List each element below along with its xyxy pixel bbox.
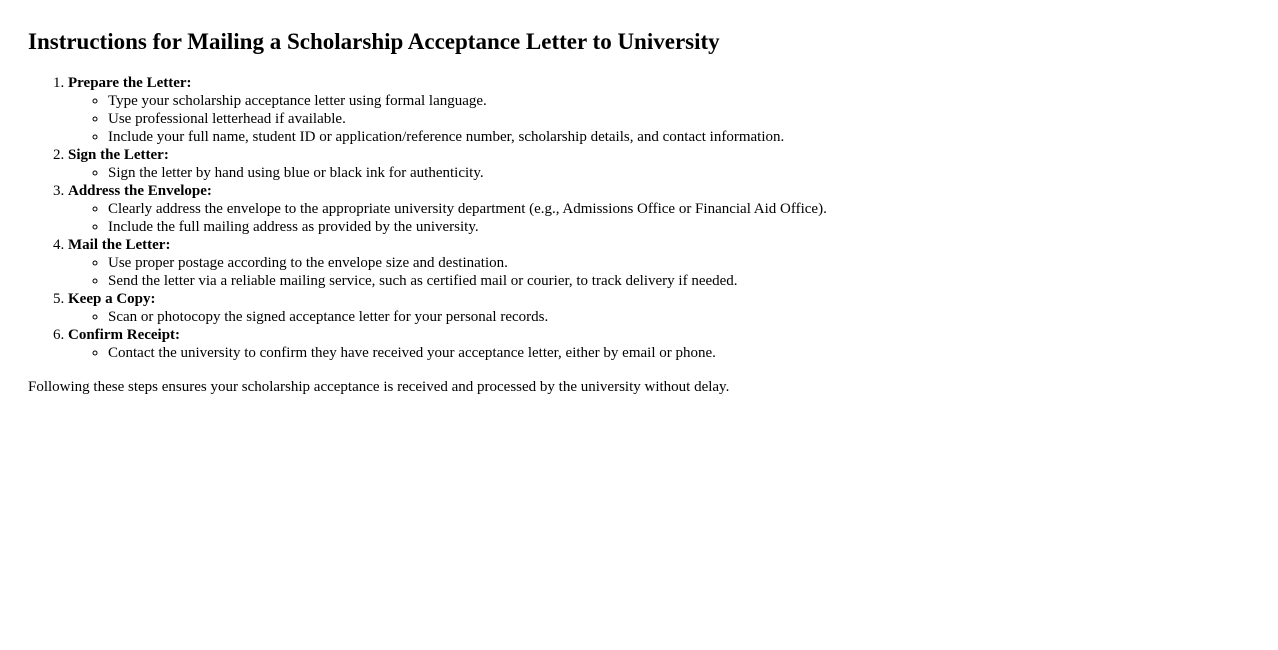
list-item: ◦ Scan or photocopy the signed acceptance letter for your personal records. bbox=[108, 308, 1250, 326]
list-item: ◦ Include the full mailing address as provided by the university. bbox=[108, 218, 1250, 236]
list-item: ◦ Clearly address the envelope to the appropriate university department (e.g., Admissions Office or Financial Aid Office). bbox=[108, 200, 1250, 218]
step-heading: Address the Envelope: bbox=[68, 183, 212, 199]
steps-list bbox=[28, 74, 1250, 362]
list-item: ◦ Include your full name, student ID or application/reference number, scholarship details, and contact information. bbox=[108, 128, 1250, 146]
substeps-list bbox=[68, 344, 1250, 362]
step-heading: Confirm Receipt: bbox=[68, 327, 181, 343]
list-item: ◦ Type your scholarship acceptance letter using formal language. bbox=[108, 92, 1250, 110]
list-item: ◦ Use proper postage according to the envelope size and destination. bbox=[108, 254, 1250, 272]
substeps-list bbox=[68, 200, 1250, 236]
substeps-list bbox=[68, 308, 1250, 326]
step-heading: Mail the Letter: bbox=[68, 237, 171, 253]
page-title: Instructions for Mailing a Scholarship Acceptance Letter to University bbox=[28, 29, 720, 54]
step-item-mail bbox=[68, 236, 1250, 290]
step-item-sign bbox=[68, 146, 1250, 182]
step-heading: Prepare the Letter: bbox=[68, 75, 192, 91]
list-item: ◦ Sign the letter by hand using blue or black ink for authenticity. bbox=[108, 164, 1250, 182]
step-heading: Sign the Letter: bbox=[68, 147, 169, 163]
step-item-keep-copy bbox=[68, 290, 1250, 326]
list-item: ◦ Send the letter via a reliable mailing service, such as certified mail or courier, to track delivery if needed. bbox=[108, 272, 1250, 290]
substeps-list bbox=[68, 164, 1250, 182]
substeps-list bbox=[68, 254, 1250, 290]
closing-paragraph: Following these steps ensures your scholarship acceptance is received and processed by the university without delay. bbox=[28, 379, 730, 395]
substeps-list bbox=[68, 92, 1250, 146]
step-item-confirm bbox=[68, 326, 1250, 362]
list-item: ◦ Contact the university to confirm they have received your acceptance letter, either by email or phone. bbox=[108, 344, 1250, 362]
step-heading: Keep a Copy: bbox=[68, 291, 156, 307]
step-item-prepare bbox=[68, 74, 1250, 146]
step-item-address bbox=[68, 182, 1250, 236]
list-item: ◦ Use professional letterhead if available. bbox=[108, 110, 1250, 128]
